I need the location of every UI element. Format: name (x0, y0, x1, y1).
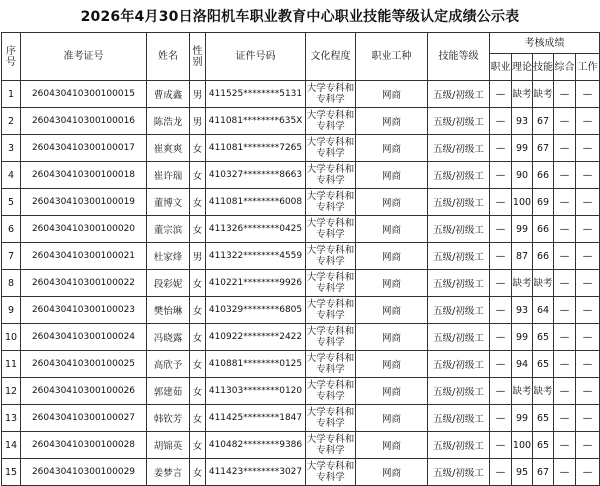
row-score-comprehensive: — (554, 297, 576, 324)
header-job: 职业工种 (356, 33, 428, 81)
table-row (2, 108, 600, 135)
row-score-skill: 缺考 (533, 378, 554, 405)
row-level: 五级/初级工 (428, 324, 490, 351)
row-name: 崔许瑞 (147, 162, 190, 189)
row-name: 郭建茹 (147, 378, 190, 405)
row-job: 网商 (356, 405, 428, 432)
row-score-theory: 95 (512, 459, 533, 486)
row-seq: 4 (2, 162, 21, 189)
row-job: 网商 (356, 459, 428, 486)
row-job: 网商 (356, 135, 428, 162)
row-score-occupation: — (490, 216, 512, 243)
row-job: 网商 (356, 351, 428, 378)
row-score-occupation: — (490, 324, 512, 351)
row-score-work: — (576, 297, 600, 324)
row-score-skill: 64 (533, 297, 554, 324)
row-ticket: 260430410300100027 (21, 405, 147, 432)
header-score-occupation: 职业 (490, 54, 512, 81)
row-ticket: 260430410300100021 (21, 243, 147, 270)
row-score-theory: 99 (512, 135, 533, 162)
row-level: 五级/初级工 (428, 162, 490, 189)
row-level: 五级/初级工 (428, 297, 490, 324)
row-name: 韩钦芳 (147, 405, 190, 432)
row-id-number: 411081********7265 (206, 135, 306, 162)
row-job: 网商 (356, 189, 428, 216)
row-score-occupation: — (490, 459, 512, 486)
row-name: 冯晓露 (147, 324, 190, 351)
row-name: 崔爽爽 (147, 135, 190, 162)
header-score-comprehensive: 综合 (554, 54, 576, 81)
row-score-skill: 65 (533, 324, 554, 351)
row-seq: 5 (2, 189, 21, 216)
row-score-work: — (576, 162, 600, 189)
row-gender: 男 (190, 108, 206, 135)
row-education: 大学专科和专科学 (306, 216, 356, 243)
row-gender: 女 (190, 432, 206, 459)
row-score-comprehensive: — (554, 135, 576, 162)
row-name: 董博文 (147, 189, 190, 216)
row-seq: 2 (2, 108, 21, 135)
row-seq: 9 (2, 297, 21, 324)
score-table (1, 32, 600, 486)
row-score-work: — (576, 216, 600, 243)
row-gender: 女 (190, 135, 206, 162)
row-job: 网商 (356, 297, 428, 324)
row-gender: 女 (190, 297, 206, 324)
row-gender: 女 (190, 351, 206, 378)
row-job: 网商 (356, 324, 428, 351)
row-ticket: 260430410300100023 (21, 297, 147, 324)
row-score-work: — (576, 135, 600, 162)
row-score-occupation: — (490, 189, 512, 216)
row-name: 曹成鑫 (147, 81, 190, 108)
row-level: 五级/初级工 (428, 108, 490, 135)
row-id-number: 410881********0125 (206, 351, 306, 378)
row-score-work: — (576, 108, 600, 135)
row-id-number: 410221********9926 (206, 270, 306, 297)
table-header (2, 33, 600, 81)
row-seq: 14 (2, 432, 21, 459)
row-seq: 3 (2, 135, 21, 162)
row-id-number: 411326********0425 (206, 216, 306, 243)
row-score-skill: 67 (533, 135, 554, 162)
row-score-skill: 69 (533, 189, 554, 216)
row-id-number: 411303********0120 (206, 378, 306, 405)
row-job: 网商 (356, 378, 428, 405)
header-score-skill: 技能 (533, 54, 554, 81)
row-score-occupation: — (490, 378, 512, 405)
row-score-work: — (576, 378, 600, 405)
row-education: 大学专科和专科学 (306, 270, 356, 297)
row-score-theory: 缺考 (512, 81, 533, 108)
row-score-occupation: — (490, 405, 512, 432)
row-score-theory: 缺考 (512, 378, 533, 405)
row-ticket: 260430410300100026 (21, 378, 147, 405)
row-name: 董宗滨 (147, 216, 190, 243)
row-seq: 7 (2, 243, 21, 270)
table-body (2, 81, 600, 486)
row-level: 五级/初级工 (428, 351, 490, 378)
row-score-occupation: — (490, 351, 512, 378)
header-id: 证件号码 (206, 33, 306, 81)
row-ticket: 260430410300100025 (21, 351, 147, 378)
row-score-skill: 缺考 (533, 81, 554, 108)
row-ticket: 260430410300100017 (21, 135, 147, 162)
row-score-skill: 65 (533, 351, 554, 378)
header-education: 文化程度 (306, 33, 356, 81)
row-score-comprehensive: — (554, 351, 576, 378)
row-score-theory: 93 (512, 108, 533, 135)
row-id-number: 411425********1847 (206, 405, 306, 432)
row-education: 大学专科和专科学 (306, 297, 356, 324)
row-id-number: 410922********2422 (206, 324, 306, 351)
row-score-work: — (576, 243, 600, 270)
row-name: 胡锦英 (147, 432, 190, 459)
table-row (2, 243, 600, 270)
row-score-comprehensive: — (554, 189, 576, 216)
row-education: 大学专科和专科学 (306, 81, 356, 108)
row-education: 大学专科和专科学 (306, 324, 356, 351)
row-score-occupation: — (490, 270, 512, 297)
row-level: 五级/初级工 (428, 216, 490, 243)
row-ticket: 260430410300100029 (21, 459, 147, 486)
row-score-skill: 65 (533, 405, 554, 432)
row-seq: 13 (2, 405, 21, 432)
row-education: 大学专科和专科学 (306, 378, 356, 405)
row-score-work: — (576, 351, 600, 378)
row-score-comprehensive: — (554, 270, 576, 297)
row-name: 段彩妮 (147, 270, 190, 297)
row-score-occupation: — (490, 108, 512, 135)
row-gender: 女 (190, 459, 206, 486)
row-id-number: 411081********635X (206, 108, 306, 135)
header-score-work: 工作 (576, 54, 600, 81)
row-seq: 12 (2, 378, 21, 405)
row-score-occupation: — (490, 81, 512, 108)
table-row (2, 81, 600, 108)
row-education: 大学专科和专科学 (306, 135, 356, 162)
row-level: 五级/初级工 (428, 270, 490, 297)
row-score-theory: 94 (512, 351, 533, 378)
row-job: 网商 (356, 270, 428, 297)
row-gender: 男 (190, 81, 206, 108)
header-level: 技能等级 (428, 33, 490, 81)
row-job: 网商 (356, 243, 428, 270)
row-name: 陈浩龙 (147, 108, 190, 135)
header-name: 姓名 (147, 33, 190, 81)
row-level: 五级/初级工 (428, 81, 490, 108)
row-level: 五级/初级工 (428, 459, 490, 486)
row-score-theory: 100 (512, 189, 533, 216)
row-score-skill: 66 (533, 216, 554, 243)
row-id-number: 410327********8663 (206, 162, 306, 189)
row-score-work: — (576, 405, 600, 432)
row-job: 网商 (356, 108, 428, 135)
row-id-number: 411423********3027 (206, 459, 306, 486)
row-name: 杜家烽 (147, 243, 190, 270)
row-score-occupation: — (490, 432, 512, 459)
table-row (2, 297, 600, 324)
row-gender: 女 (190, 189, 206, 216)
row-seq: 10 (2, 324, 21, 351)
table-row (2, 432, 600, 459)
row-score-work: — (576, 270, 600, 297)
row-score-comprehensive: — (554, 81, 576, 108)
row-level: 五级/初级工 (428, 243, 490, 270)
row-gender: 女 (190, 405, 206, 432)
row-id-number: 411322********4559 (206, 243, 306, 270)
row-score-occupation: — (490, 243, 512, 270)
row-score-theory: 99 (512, 216, 533, 243)
row-education: 大学专科和专科学 (306, 243, 356, 270)
table-row (2, 324, 600, 351)
row-job: 网商 (356, 216, 428, 243)
table-row (2, 162, 600, 189)
row-seq: 15 (2, 459, 21, 486)
row-score-theory: 99 (512, 405, 533, 432)
row-id-number: 410482********9386 (206, 432, 306, 459)
row-name: 樊怡琳 (147, 297, 190, 324)
row-ticket: 260430410300100019 (21, 189, 147, 216)
row-education: 大学专科和专科学 (306, 108, 356, 135)
row-gender: 女 (190, 162, 206, 189)
row-id-number: 410329********6805 (206, 297, 306, 324)
header-ticket: 准考证号 (21, 33, 147, 81)
row-gender: 男 (190, 243, 206, 270)
row-name: 高欣予 (147, 351, 190, 378)
table-row (2, 216, 600, 243)
row-ticket: 260430410300100018 (21, 162, 147, 189)
row-score-work: — (576, 189, 600, 216)
row-job: 网商 (356, 432, 428, 459)
row-gender: 女 (190, 270, 206, 297)
row-score-comprehensive: — (554, 216, 576, 243)
row-score-theory: 93 (512, 297, 533, 324)
row-education: 大学专科和专科学 (306, 162, 356, 189)
row-id-number: 411081********6008 (206, 189, 306, 216)
row-ticket: 260430410300100028 (21, 432, 147, 459)
row-score-theory: 100 (512, 432, 533, 459)
row-score-comprehensive: — (554, 459, 576, 486)
row-id-number: 411525********5131 (206, 81, 306, 108)
row-seq: 6 (2, 216, 21, 243)
row-score-theory: 99 (512, 324, 533, 351)
row-score-work: — (576, 324, 600, 351)
row-score-theory: 90 (512, 162, 533, 189)
row-score-comprehensive: — (554, 405, 576, 432)
row-score-skill: 65 (533, 432, 554, 459)
row-education: 大学专科和专科学 (306, 432, 356, 459)
table-row (2, 351, 600, 378)
row-job: 网商 (356, 81, 428, 108)
row-gender: 女 (190, 378, 206, 405)
row-level: 五级/初级工 (428, 189, 490, 216)
header-seq: 序号 (2, 33, 21, 81)
page-title: 2026年4月30日洛阳机车职业教育中心职业技能等级认定成绩公示表 (80, 9, 520, 25)
row-score-comprehensive: — (554, 162, 576, 189)
row-score-work: — (576, 459, 600, 486)
row-score-comprehensive: — (554, 108, 576, 135)
table-row (2, 405, 600, 432)
row-score-skill: 66 (533, 162, 554, 189)
header-gender: 性别 (190, 33, 206, 81)
table-row (2, 270, 600, 297)
row-score-comprehensive: — (554, 324, 576, 351)
row-score-skill: 67 (533, 459, 554, 486)
row-score-work: — (576, 81, 600, 108)
row-level: 五级/初级工 (428, 405, 490, 432)
table-row (2, 459, 600, 486)
row-score-occupation: — (490, 135, 512, 162)
row-seq: 8 (2, 270, 21, 297)
row-education: 大学专科和专科学 (306, 351, 356, 378)
row-education: 大学专科和专科学 (306, 405, 356, 432)
table-row (2, 189, 600, 216)
row-seq: 11 (2, 351, 21, 378)
row-score-theory: 87 (512, 243, 533, 270)
row-ticket: 260430410300100016 (21, 108, 147, 135)
row-score-comprehensive: — (554, 378, 576, 405)
header-score-theory: 理论 (512, 54, 533, 81)
table-row (2, 378, 600, 405)
row-name: 姜梦言 (147, 459, 190, 486)
row-score-skill: 67 (533, 108, 554, 135)
row-ticket: 260430410300100020 (21, 216, 147, 243)
row-score-skill: 缺考 (533, 270, 554, 297)
row-education: 大学专科和专科学 (306, 189, 356, 216)
row-score-occupation: — (490, 297, 512, 324)
row-ticket: 260430410300100022 (21, 270, 147, 297)
row-seq: 1 (2, 81, 21, 108)
row-score-work: — (576, 432, 600, 459)
row-score-occupation: — (490, 162, 512, 189)
row-score-theory: 缺考 (512, 270, 533, 297)
row-education: 大学专科和专科学 (306, 459, 356, 486)
row-level: 五级/初级工 (428, 432, 490, 459)
row-level: 五级/初级工 (428, 378, 490, 405)
row-gender: 女 (190, 324, 206, 351)
row-score-skill: 66 (533, 243, 554, 270)
header-scores: 考核成绩 (490, 33, 600, 54)
row-ticket: 260430410300100015 (21, 81, 147, 108)
row-score-comprehensive: — (554, 243, 576, 270)
row-job: 网商 (356, 162, 428, 189)
row-gender: 女 (190, 216, 206, 243)
row-ticket: 260430410300100024 (21, 324, 147, 351)
row-score-comprehensive: — (554, 432, 576, 459)
table-row (2, 135, 600, 162)
row-level: 五级/初级工 (428, 135, 490, 162)
